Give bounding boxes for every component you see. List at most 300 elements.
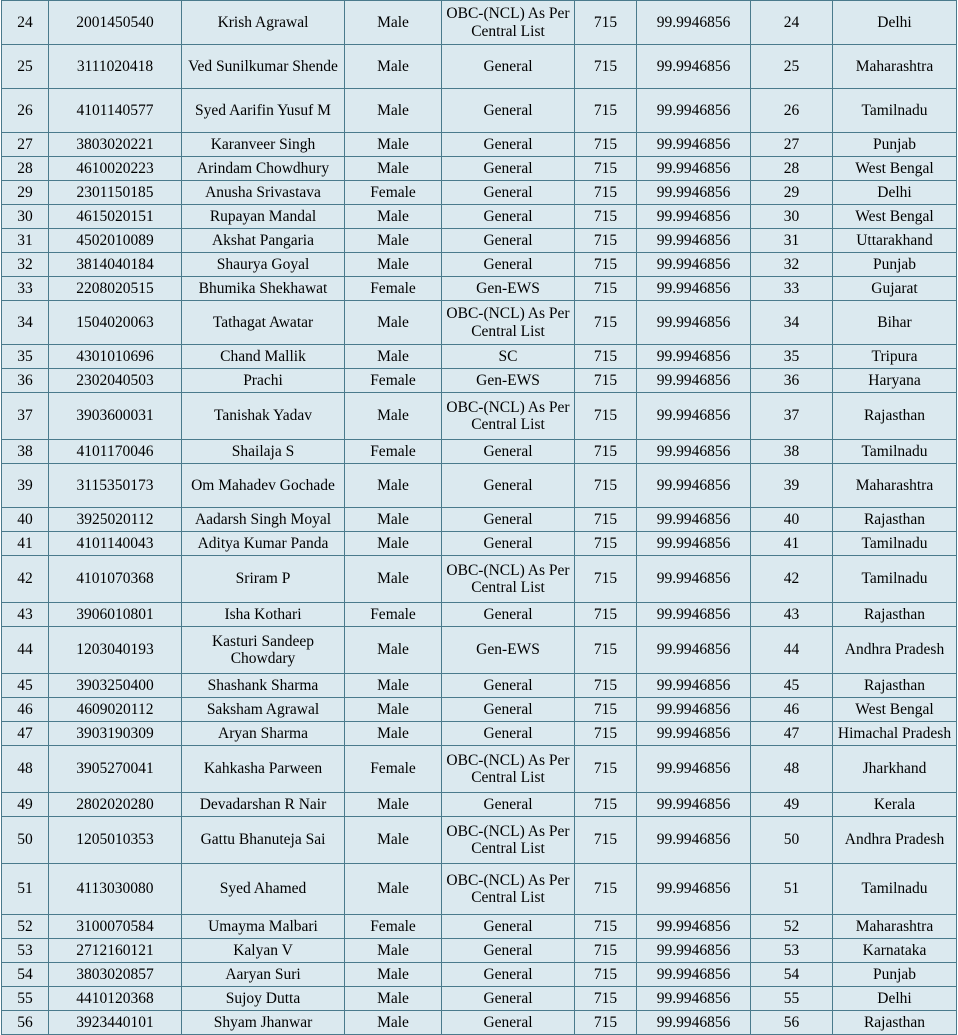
table-row xyxy=(2,205,957,229)
cell-category: OBC-(NCL) As Per Central List xyxy=(442,556,575,603)
cell-state: Rajasthan xyxy=(833,1011,957,1035)
cell-category: General xyxy=(442,133,575,157)
cell-state: Delhi xyxy=(833,181,957,205)
cell-sno: 44 xyxy=(2,627,49,674)
cell-percentile: 99.9946856 xyxy=(637,181,751,205)
cell-state: Tamilnadu xyxy=(833,532,957,556)
cell-gender: Female xyxy=(345,746,442,793)
table-row xyxy=(2,229,957,253)
cell-rank: 33 xyxy=(751,277,833,301)
cell-state: Maharashtra xyxy=(833,915,957,939)
cell-marks: 715 xyxy=(575,627,637,674)
cell-state: Delhi xyxy=(833,987,957,1011)
cell-percentile: 99.9946856 xyxy=(637,369,751,393)
cell-marks: 715 xyxy=(575,674,637,698)
cell-category: General xyxy=(442,963,575,987)
cell-rank: 43 xyxy=(751,603,833,627)
cell-roll-no: 3903600031 xyxy=(49,393,182,440)
cell-category: General xyxy=(442,674,575,698)
cell-category: OBC-(NCL) As Per Central List xyxy=(442,746,575,793)
cell-marks: 715 xyxy=(575,939,637,963)
cell-marks: 715 xyxy=(575,963,637,987)
cell-marks: 715 xyxy=(575,277,637,301)
cell-candidate-name: Sriram P xyxy=(182,556,345,603)
cell-category: General xyxy=(442,532,575,556)
results-table-body xyxy=(2,1,957,1035)
cell-category: General xyxy=(442,181,575,205)
cell-state: Punjab xyxy=(833,963,957,987)
cell-roll-no: 2301150185 xyxy=(49,181,182,205)
cell-roll-no: 2001450540 xyxy=(49,1,182,45)
cell-state: West Bengal xyxy=(833,205,957,229)
cell-category: General xyxy=(442,157,575,181)
cell-marks: 715 xyxy=(575,603,637,627)
cell-percentile: 99.9946856 xyxy=(637,1,751,45)
cell-rank: 46 xyxy=(751,698,833,722)
cell-category: General xyxy=(442,440,575,464)
table-row xyxy=(2,674,957,698)
cell-gender: Female xyxy=(345,369,442,393)
cell-rank: 37 xyxy=(751,393,833,440)
cell-rank: 36 xyxy=(751,369,833,393)
cell-rank: 42 xyxy=(751,556,833,603)
cell-category: General xyxy=(442,89,575,133)
table-row xyxy=(2,345,957,369)
cell-rank: 29 xyxy=(751,181,833,205)
cell-rank: 44 xyxy=(751,627,833,674)
table-row xyxy=(2,253,957,277)
cell-marks: 715 xyxy=(575,1,637,45)
cell-sno: 53 xyxy=(2,939,49,963)
cell-category: General xyxy=(442,45,575,89)
cell-percentile: 99.9946856 xyxy=(637,393,751,440)
cell-percentile: 99.9946856 xyxy=(637,253,751,277)
table-row xyxy=(2,393,957,440)
cell-roll-no: 4410120368 xyxy=(49,987,182,1011)
cell-percentile: 99.9946856 xyxy=(637,627,751,674)
cell-rank: 53 xyxy=(751,939,833,963)
cell-category: Gen-EWS xyxy=(442,627,575,674)
cell-marks: 715 xyxy=(575,556,637,603)
table-row xyxy=(2,1,957,45)
cell-rank: 25 xyxy=(751,45,833,89)
cell-candidate-name: Rupayan Mandal xyxy=(182,205,345,229)
cell-sno: 34 xyxy=(2,301,49,345)
cell-gender: Male xyxy=(345,627,442,674)
table-row xyxy=(2,508,957,532)
cell-roll-no: 3925020112 xyxy=(49,508,182,532)
cell-state: Haryana xyxy=(833,369,957,393)
cell-marks: 715 xyxy=(575,1011,637,1035)
cell-sno: 26 xyxy=(2,89,49,133)
table-row xyxy=(2,89,957,133)
cell-marks: 715 xyxy=(575,722,637,746)
cell-percentile: 99.9946856 xyxy=(637,345,751,369)
cell-gender: Male xyxy=(345,963,442,987)
cell-sno: 39 xyxy=(2,464,49,508)
cell-marks: 715 xyxy=(575,698,637,722)
cell-roll-no: 4101140043 xyxy=(49,532,182,556)
cell-rank: 32 xyxy=(751,253,833,277)
cell-category: Gen-EWS xyxy=(442,277,575,301)
cell-marks: 715 xyxy=(575,89,637,133)
cell-state: Gujarat xyxy=(833,277,957,301)
cell-rank: 27 xyxy=(751,133,833,157)
cell-roll-no: 3906010801 xyxy=(49,603,182,627)
cell-candidate-name: Akshat Pangaria xyxy=(182,229,345,253)
table-row xyxy=(2,817,957,864)
cell-gender: Male xyxy=(345,1011,442,1035)
cell-roll-no: 3903190309 xyxy=(49,722,182,746)
cell-marks: 715 xyxy=(575,508,637,532)
cell-roll-no: 4101140577 xyxy=(49,89,182,133)
table-row xyxy=(2,915,957,939)
cell-sno: 42 xyxy=(2,556,49,603)
cell-candidate-name: Shashank Sharma xyxy=(182,674,345,698)
cell-marks: 715 xyxy=(575,864,637,915)
cell-state: Karnataka xyxy=(833,939,957,963)
cell-gender: Female xyxy=(345,181,442,205)
cell-state: Bihar xyxy=(833,301,957,345)
cell-sno: 43 xyxy=(2,603,49,627)
cell-percentile: 99.9946856 xyxy=(637,915,751,939)
cell-rank: 47 xyxy=(751,722,833,746)
cell-gender: Male xyxy=(345,157,442,181)
cell-candidate-name: Syed Aarifin Yusuf M xyxy=(182,89,345,133)
cell-roll-no: 4615020151 xyxy=(49,205,182,229)
cell-rank: 39 xyxy=(751,464,833,508)
cell-state: Tamilnadu xyxy=(833,89,957,133)
cell-percentile: 99.9946856 xyxy=(637,205,751,229)
cell-category: Gen-EWS xyxy=(442,369,575,393)
cell-sno: 25 xyxy=(2,45,49,89)
cell-rank: 28 xyxy=(751,157,833,181)
cell-state: Punjab xyxy=(833,253,957,277)
cell-state: Andhra Pradesh xyxy=(833,817,957,864)
cell-state: Delhi xyxy=(833,1,957,45)
cell-category: General xyxy=(442,1011,575,1035)
cell-roll-no: 1205010353 xyxy=(49,817,182,864)
cell-gender: Male xyxy=(345,674,442,698)
cell-category: General xyxy=(442,698,575,722)
cell-state: Tamilnadu xyxy=(833,864,957,915)
cell-percentile: 99.9946856 xyxy=(637,939,751,963)
cell-marks: 715 xyxy=(575,987,637,1011)
cell-percentile: 99.9946856 xyxy=(637,1011,751,1035)
table-row xyxy=(2,277,957,301)
table-row xyxy=(2,556,957,603)
cell-rank: 51 xyxy=(751,864,833,915)
cell-percentile: 99.9946856 xyxy=(637,603,751,627)
table-row xyxy=(2,1011,957,1035)
table-row xyxy=(2,963,957,987)
cell-marks: 715 xyxy=(575,133,637,157)
cell-state: Tripura xyxy=(833,345,957,369)
cell-sno: 50 xyxy=(2,817,49,864)
cell-marks: 715 xyxy=(575,157,637,181)
cell-category: OBC-(NCL) As Per Central List xyxy=(442,301,575,345)
cell-sno: 46 xyxy=(2,698,49,722)
cell-marks: 715 xyxy=(575,181,637,205)
cell-candidate-name: Gattu Bhanuteja Sai xyxy=(182,817,345,864)
table-row xyxy=(2,746,957,793)
cell-sno: 29 xyxy=(2,181,49,205)
table-row xyxy=(2,793,957,817)
cell-state: Rajasthan xyxy=(833,674,957,698)
cell-percentile: 99.9946856 xyxy=(637,301,751,345)
table-row xyxy=(2,532,957,556)
cell-category: OBC-(NCL) As Per Central List xyxy=(442,1,575,45)
cell-percentile: 99.9946856 xyxy=(637,746,751,793)
cell-roll-no: 2802020280 xyxy=(49,793,182,817)
cell-gender: Female xyxy=(345,277,442,301)
cell-roll-no: 1203040193 xyxy=(49,627,182,674)
cell-rank: 56 xyxy=(751,1011,833,1035)
cell-marks: 715 xyxy=(575,253,637,277)
cell-rank: 40 xyxy=(751,508,833,532)
cell-percentile: 99.9946856 xyxy=(637,987,751,1011)
cell-candidate-name: Om Mahadev Gochade xyxy=(182,464,345,508)
cell-sno: 47 xyxy=(2,722,49,746)
cell-rank: 26 xyxy=(751,89,833,133)
cell-gender: Male xyxy=(345,508,442,532)
cell-marks: 715 xyxy=(575,440,637,464)
cell-roll-no: 2712160121 xyxy=(49,939,182,963)
cell-rank: 49 xyxy=(751,793,833,817)
cell-roll-no: 4101170046 xyxy=(49,440,182,464)
cell-candidate-name: Shaurya Goyal xyxy=(182,253,345,277)
cell-marks: 715 xyxy=(575,532,637,556)
cell-gender: Female xyxy=(345,440,442,464)
cell-gender: Male xyxy=(345,793,442,817)
cell-sno: 38 xyxy=(2,440,49,464)
cell-roll-no: 4113030080 xyxy=(49,864,182,915)
cell-gender: Male xyxy=(345,939,442,963)
cell-state: Andhra Pradesh xyxy=(833,627,957,674)
cell-sno: 51 xyxy=(2,864,49,915)
cell-marks: 715 xyxy=(575,393,637,440)
cell-gender: Male xyxy=(345,987,442,1011)
table-row xyxy=(2,627,957,674)
cell-candidate-name: Arindam Chowdhury xyxy=(182,157,345,181)
cell-state: Himachal Pradesh xyxy=(833,722,957,746)
table-row xyxy=(2,603,957,627)
cell-category: General xyxy=(442,603,575,627)
table-row xyxy=(2,864,957,915)
cell-percentile: 99.9946856 xyxy=(637,817,751,864)
cell-rank: 31 xyxy=(751,229,833,253)
cell-candidate-name: Tathagat Awatar xyxy=(182,301,345,345)
cell-category: General xyxy=(442,464,575,508)
cell-sno: 56 xyxy=(2,1011,49,1035)
cell-state: Kerala xyxy=(833,793,957,817)
cell-category: OBC-(NCL) As Per Central List xyxy=(442,393,575,440)
table-row xyxy=(2,939,957,963)
cell-gender: Female xyxy=(345,915,442,939)
cell-candidate-name: Prachi xyxy=(182,369,345,393)
cell-gender: Male xyxy=(345,464,442,508)
cell-candidate-name: Karanveer Singh xyxy=(182,133,345,157)
cell-category: General xyxy=(442,722,575,746)
cell-candidate-name: Kasturi Sandeep Chowdary xyxy=(182,627,345,674)
cell-gender: Male xyxy=(345,817,442,864)
cell-marks: 715 xyxy=(575,817,637,864)
cell-marks: 715 xyxy=(575,45,637,89)
cell-sno: 31 xyxy=(2,229,49,253)
cell-sno: 24 xyxy=(2,1,49,45)
cell-candidate-name: Bhumika Shekhawat xyxy=(182,277,345,301)
cell-sno: 36 xyxy=(2,369,49,393)
cell-state: Maharashtra xyxy=(833,45,957,89)
cell-candidate-name: Anusha Srivastava xyxy=(182,181,345,205)
cell-candidate-name: Syed Ahamed xyxy=(182,864,345,915)
cell-gender: Male xyxy=(345,45,442,89)
cell-rank: 30 xyxy=(751,205,833,229)
cell-percentile: 99.9946856 xyxy=(637,133,751,157)
cell-roll-no: 4502010089 xyxy=(49,229,182,253)
cell-candidate-name: Shailaja S xyxy=(182,440,345,464)
cell-marks: 715 xyxy=(575,915,637,939)
cell-percentile: 99.9946856 xyxy=(637,508,751,532)
cell-candidate-name: Devadarshan R Nair xyxy=(182,793,345,817)
cell-rank: 41 xyxy=(751,532,833,556)
cell-roll-no: 3100070584 xyxy=(49,915,182,939)
cell-category: General xyxy=(442,508,575,532)
cell-sno: 49 xyxy=(2,793,49,817)
cell-roll-no: 3905270041 xyxy=(49,746,182,793)
cell-state: Uttarakhand xyxy=(833,229,957,253)
cell-marks: 715 xyxy=(575,345,637,369)
cell-sno: 35 xyxy=(2,345,49,369)
cell-gender: Male xyxy=(345,698,442,722)
cell-category: General xyxy=(442,205,575,229)
cell-rank: 35 xyxy=(751,345,833,369)
cell-sno: 27 xyxy=(2,133,49,157)
cell-percentile: 99.9946856 xyxy=(637,674,751,698)
cell-gender: Male xyxy=(345,1,442,45)
cell-category: OBC-(NCL) As Per Central List xyxy=(442,817,575,864)
cell-candidate-name: Tanishak Yadav xyxy=(182,393,345,440)
cell-percentile: 99.9946856 xyxy=(637,722,751,746)
cell-state: Tamilnadu xyxy=(833,440,957,464)
cell-gender: Male xyxy=(345,229,442,253)
table-row xyxy=(2,464,957,508)
cell-gender: Male xyxy=(345,556,442,603)
cell-percentile: 99.9946856 xyxy=(637,556,751,603)
cell-gender: Male xyxy=(345,133,442,157)
cell-state: Jharkhand xyxy=(833,746,957,793)
cell-state: West Bengal xyxy=(833,157,957,181)
table-row xyxy=(2,157,957,181)
cell-gender: Male xyxy=(345,722,442,746)
cell-candidate-name: Umayma Malbari xyxy=(182,915,345,939)
cell-candidate-name: Isha Kothari xyxy=(182,603,345,627)
cell-gender: Male xyxy=(345,393,442,440)
cell-gender: Male xyxy=(345,532,442,556)
cell-candidate-name: Aryan Sharma xyxy=(182,722,345,746)
cell-candidate-name: Krish Agrawal xyxy=(182,1,345,45)
cell-state: Rajasthan xyxy=(833,393,957,440)
table-row xyxy=(2,301,957,345)
cell-sno: 40 xyxy=(2,508,49,532)
cell-rank: 55 xyxy=(751,987,833,1011)
cell-state: Rajasthan xyxy=(833,603,957,627)
results-table xyxy=(1,0,957,1035)
cell-state: Maharashtra xyxy=(833,464,957,508)
cell-roll-no: 3111020418 xyxy=(49,45,182,89)
cell-percentile: 99.9946856 xyxy=(637,532,751,556)
cell-marks: 715 xyxy=(575,746,637,793)
cell-candidate-name: Aaryan Suri xyxy=(182,963,345,987)
cell-candidate-name: Aadarsh Singh Moyal xyxy=(182,508,345,532)
cell-sno: 30 xyxy=(2,205,49,229)
table-row xyxy=(2,181,957,205)
cell-roll-no: 4301010696 xyxy=(49,345,182,369)
cell-rank: 34 xyxy=(751,301,833,345)
cell-gender: Male xyxy=(345,205,442,229)
cell-state: Tamilnadu xyxy=(833,556,957,603)
cell-gender: Male xyxy=(345,253,442,277)
cell-percentile: 99.9946856 xyxy=(637,45,751,89)
cell-rank: 54 xyxy=(751,963,833,987)
cell-roll-no: 3803020221 xyxy=(49,133,182,157)
cell-marks: 715 xyxy=(575,793,637,817)
cell-sno: 48 xyxy=(2,746,49,793)
cell-candidate-name: Kahkasha Parween xyxy=(182,746,345,793)
cell-marks: 715 xyxy=(575,464,637,508)
cell-roll-no: 3115350173 xyxy=(49,464,182,508)
cell-marks: 715 xyxy=(575,301,637,345)
cell-category: General xyxy=(442,253,575,277)
cell-percentile: 99.9946856 xyxy=(637,864,751,915)
cell-rank: 38 xyxy=(751,440,833,464)
cell-marks: 715 xyxy=(575,369,637,393)
cell-sno: 54 xyxy=(2,963,49,987)
cell-marks: 715 xyxy=(575,205,637,229)
cell-roll-no: 2208020515 xyxy=(49,277,182,301)
cell-state: Punjab xyxy=(833,133,957,157)
cell-sno: 55 xyxy=(2,987,49,1011)
cell-rank: 52 xyxy=(751,915,833,939)
cell-sno: 37 xyxy=(2,393,49,440)
cell-percentile: 99.9946856 xyxy=(637,440,751,464)
cell-rank: 50 xyxy=(751,817,833,864)
table-row xyxy=(2,440,957,464)
table-row xyxy=(2,45,957,89)
cell-gender: Female xyxy=(345,603,442,627)
cell-roll-no: 3903250400 xyxy=(49,674,182,698)
cell-percentile: 99.9946856 xyxy=(637,793,751,817)
cell-roll-no: 4610020223 xyxy=(49,157,182,181)
cell-percentile: 99.9946856 xyxy=(637,157,751,181)
table-row xyxy=(2,722,957,746)
cell-percentile: 99.9946856 xyxy=(637,698,751,722)
cell-candidate-name: Aditya Kumar Panda xyxy=(182,532,345,556)
cell-gender: Male xyxy=(345,301,442,345)
cell-percentile: 99.9946856 xyxy=(637,229,751,253)
cell-candidate-name: Ved Sunilkumar Shende xyxy=(182,45,345,89)
cell-rank: 24 xyxy=(751,1,833,45)
cell-candidate-name: Kalyan V xyxy=(182,939,345,963)
cell-percentile: 99.9946856 xyxy=(637,464,751,508)
cell-roll-no: 1504020063 xyxy=(49,301,182,345)
cell-gender: Male xyxy=(345,345,442,369)
cell-roll-no: 3923440101 xyxy=(49,1011,182,1035)
cell-roll-no: 4609020112 xyxy=(49,698,182,722)
cell-roll-no: 4101070368 xyxy=(49,556,182,603)
cell-gender: Male xyxy=(345,89,442,133)
cell-category: General xyxy=(442,939,575,963)
